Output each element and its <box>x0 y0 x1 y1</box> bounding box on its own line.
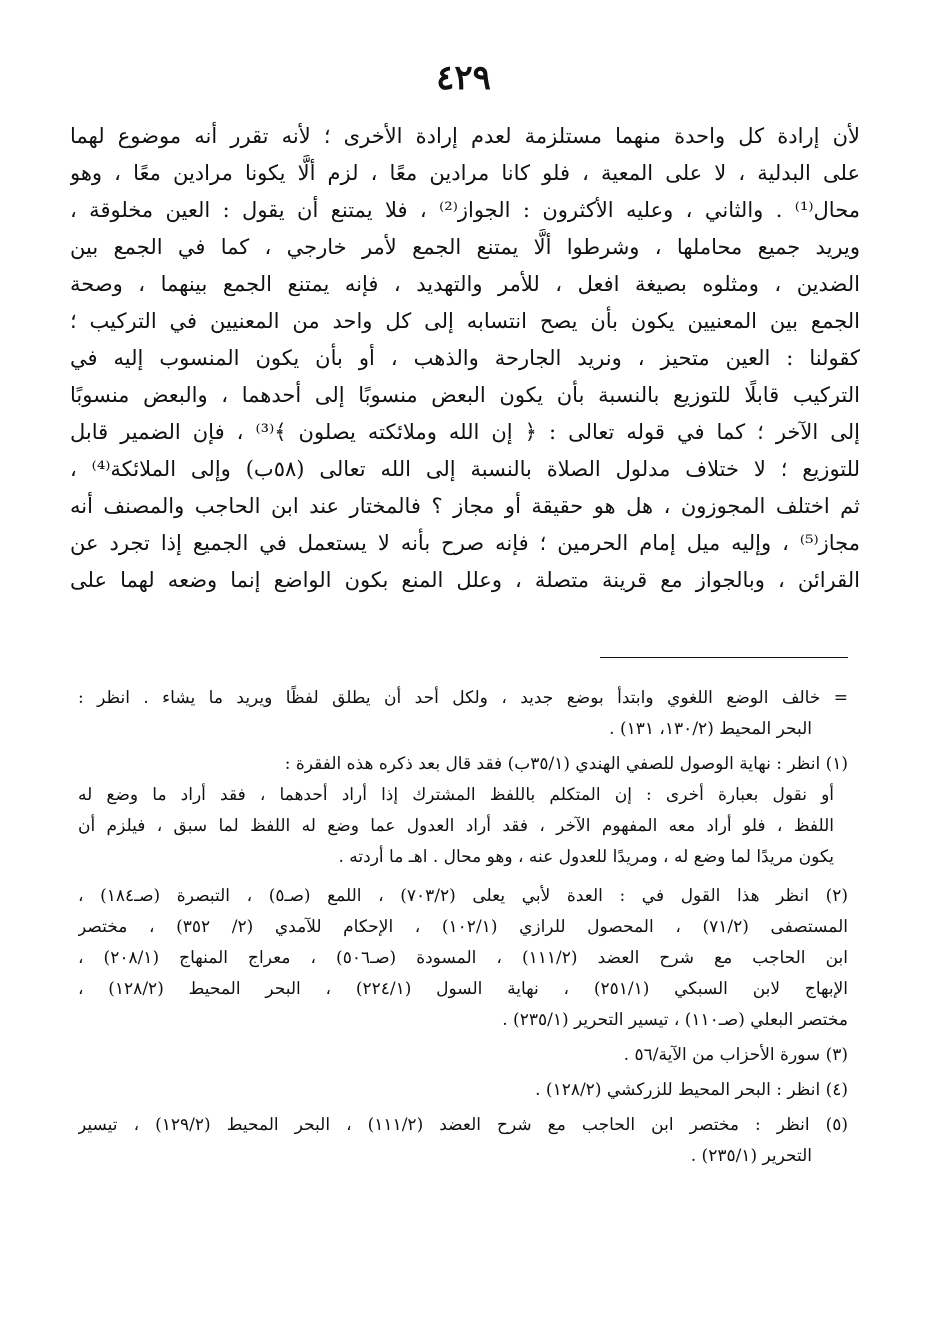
footnote-2 <box>78 881 848 1036</box>
footnote-line: أو نقول بعبارة أخرى : إن المتكلم باللفظ المشترك إذا أراد أحدهما ، فقد أراد ما وضع له <box>78 785 834 805</box>
main-text-line: ويريد جميع محاملها ، وشرطوا ألَّا يمتنع الجمع لأمر خارجي ، كما في الجمع بين <box>70 235 860 259</box>
footnote-line: (٤) انظر : البحر المحيط للزركشي (١٢٨/٢) . <box>535 1080 848 1100</box>
footnote-continuation <box>78 683 848 745</box>
footnote-line: (٢) انظر هذا القول في : العدة لأبي يعلى (٧٠٣/٢) ، اللمع (صـ٥) ، التبصرة (صـ١٨٤) ، <box>78 886 848 906</box>
footnote-line: (١) انظر : نهاية الوصول للصفي الهندي (٣٥/١ب) فقد قال بعد ذكره هذه الفقرة : <box>284 754 848 774</box>
page-number: ٤٢٩ <box>436 58 491 98</box>
main-text-line: مجاز⁽⁵⁾ ، وإليه ميل إمام الحرمين ؛ فإنه صرح بأنه لا يستعمل في الجميع إذا تجرد عن <box>70 531 860 555</box>
footnote-1 <box>78 749 848 873</box>
main-text-body <box>70 118 860 599</box>
footnote-line: البحر المحيط (١٣٠/٢، ١٣١) . <box>609 719 812 739</box>
main-text-line: التركيب قابلًا للتوزيع بالنسبة بأن يكون البعض منسوبًا إلى أحدهما ، والبعض منسوبًا <box>70 383 860 407</box>
main-text-line: لأن إرادة كل واحدة منهما مستلزمة لعدم إرادة الأخرى ؛ لأنه تقرر أنه موضوع لهما <box>70 124 860 148</box>
footnote-line: المستصفى (٧١/٢) ، المحصول للرازي (١٠٢/١) ، الإحكام للآمدي (٢/ ٣٥٢) ، مختصر <box>78 917 848 937</box>
footnote-separator <box>600 657 848 658</box>
footnote-4 <box>78 1075 848 1106</box>
footnote-line: اللفظ ، فلو أراد معه المفهوم الآخر ، فقد أراد العدول عما وضع له اللفظ لما سبق ، فيلزم أن <box>78 816 834 836</box>
footnote-line: ابن الحاجب مع شرح العضد (١١١/٢) ، المسودة (صـ٥٠٦) ، معراج المنهاج (٢٠٨/١) ، <box>78 948 848 968</box>
footnote-line: يكون مريدًا لما وضع له ، ومريدًا للعدول عنه ، وهو محال . اهـ ما أردته . <box>338 847 834 867</box>
footnotes <box>78 683 848 1172</box>
footnote-3 <box>78 1040 848 1071</box>
main-text-line: ثم اختلف المجوزون ، هل هو حقيقة أو مجاز ؟ فالمختار عند ابن الحاجب والمصنف أنه <box>70 494 860 518</box>
footnote-line: التحرير (٢٣٥/١) . <box>690 1146 812 1166</box>
main-text-line: إلى الآخر ؛ كما في قوله تعالى : ﴿ إن الله وملائكته يصلون ﴾⁽³⁾ ، فإن الضمير قابل <box>70 420 860 444</box>
footnote-line: مختصر البعلي (صـ١١٠) ، تيسير التحرير (٢٣٥/١) . <box>502 1010 848 1030</box>
footnote-line: الإبهاج لابن السبكي (٢٥١/١) ، نهاية السول (٢٢٤/١) ، البحر المحيط (١٢٨/٢) ، <box>78 979 848 999</box>
main-text-line: للتوزيع ؛ لا ختلاف مدلول الصلاة بالنسبة إلى الله تعالى (٥٨ب) وإلى الملائكة⁽⁴⁾ ، <box>70 457 860 481</box>
main-text-line: القرائن ، وبالجواز مع قرينة متصلة ، وعلل المنع بكون الواضع إنما وضعه لهما على <box>70 568 860 592</box>
footnote-line: = خالف الوضع اللغوي وابتدأ بوضع جديد ، ولكل أحد أن يطلق لفظًا ويريد ما يشاء . انظر : <box>78 688 848 708</box>
main-text-line: الضدين ، ومثلوه بصيغة افعل ، للأمر والتهديد ، فإنه يمتنع الجمع بينهما ، وصحة <box>70 272 860 296</box>
footnote-line: (٣) سورة الأحزاب من الآية/٥٦ . <box>623 1045 848 1065</box>
main-text-line: الجمع بين المعنيين يكون بأن يصح انتسابه إلى كل واحد من المعنيين في التركيب ؛ <box>70 309 860 333</box>
main-text-line: على البدلية ، لا على المعية ، فلو كانا مرادين معًا ، لزم ألَّا يكونا مرادين معًا ، وهو <box>70 161 860 185</box>
footnote-5 <box>78 1110 848 1172</box>
main-text-line: كقولنا : العين متحيز ، ونريد الجارحة والذهب ، أو بأن يكون المنسوب إليه في <box>70 346 860 370</box>
footnote-line: (٥) انظر : مختصر ابن الحاجب مع شرح العضد (١١١/٢) ، البحر المحيط (١٢٩/٢) ، تيسير <box>78 1115 848 1135</box>
main-text-line: محال⁽¹⁾ . والثاني ، وعليه الأكثرون : الجواز⁽²⁾ ، فلا يمتنع أن يقول : العين مخلوقة ، <box>70 198 860 222</box>
